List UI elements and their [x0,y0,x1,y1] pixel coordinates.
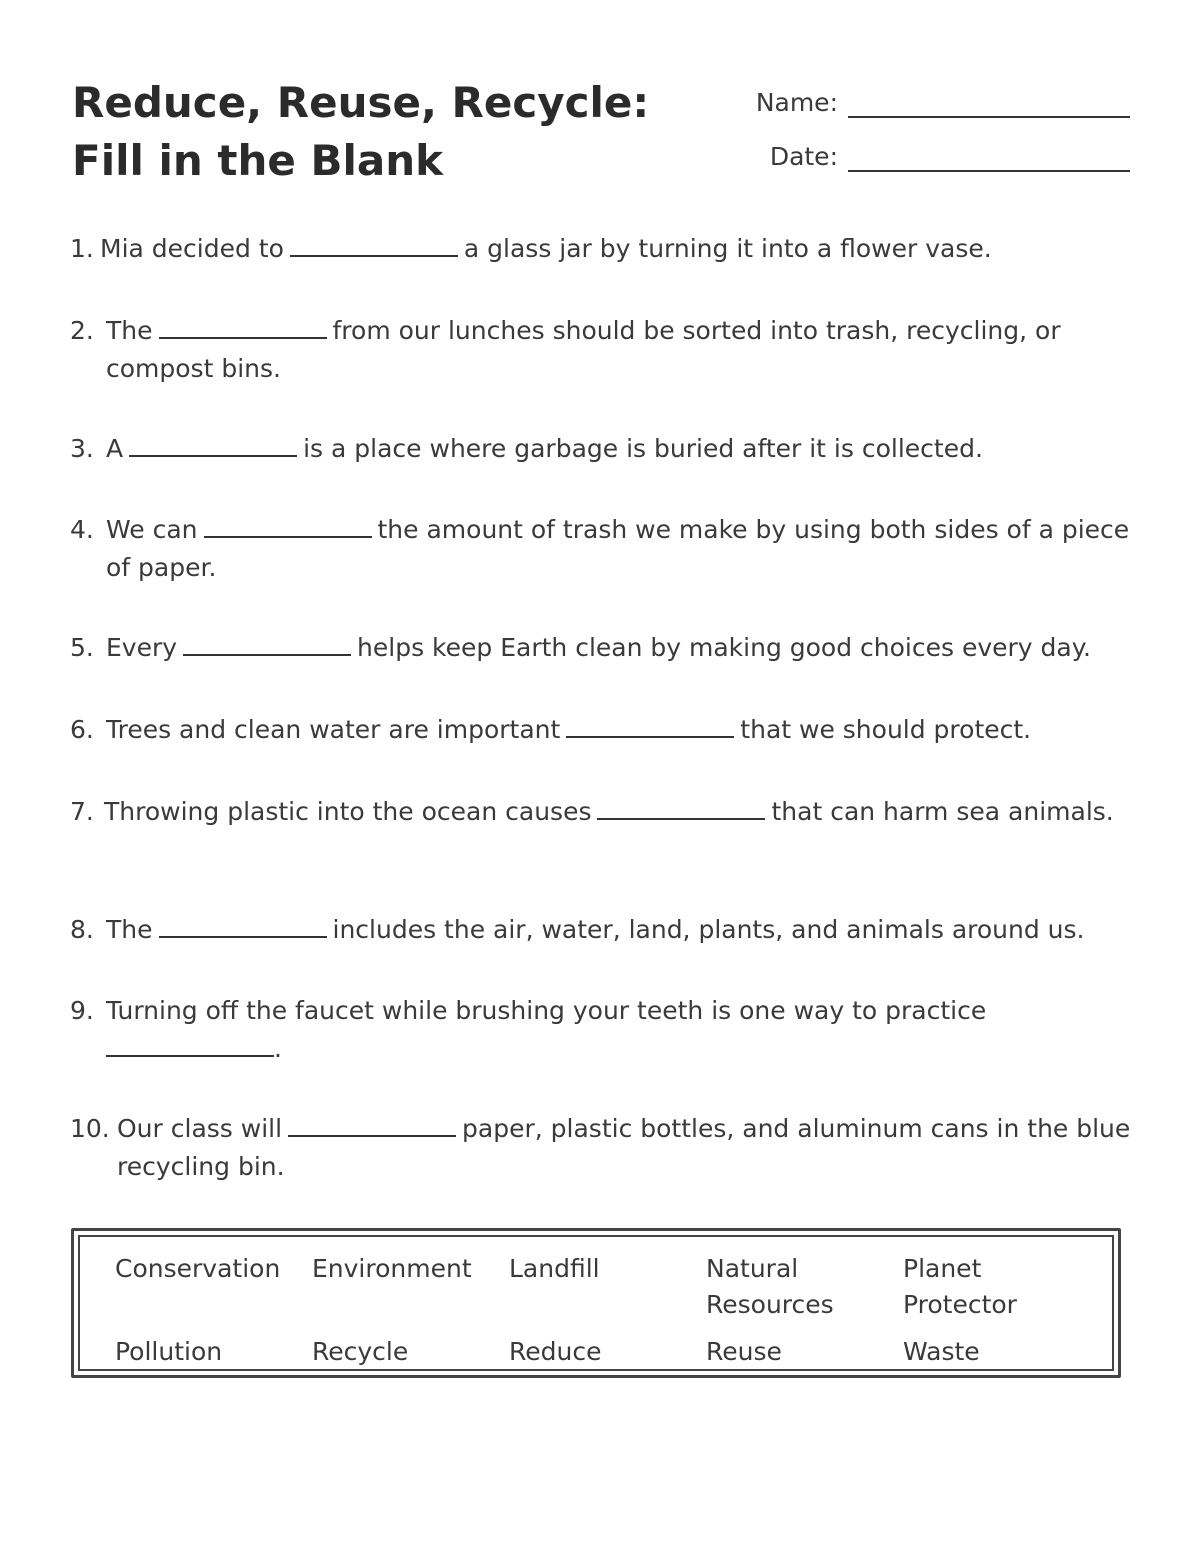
question-4 [70,511,1140,587]
question-8 [70,911,1140,949]
name-field[interactable] [848,88,1130,118]
question-number: 7. [70,797,94,826]
question-text-after: includes the air, water, land, plants, and animals around us. [332,915,1085,944]
question-number: 3. [70,434,94,463]
question-number: 10. [70,1114,110,1143]
name-row [750,78,1130,118]
question-2 [70,312,1140,388]
question-text-after: . [274,1034,282,1063]
question-text-after: that we should protect. [740,715,1032,744]
question-text-after: paper, plastic bottles, and aluminum cans in the blue recycling bin. [117,1114,1131,1181]
question-text-before: Our class will [117,1114,283,1143]
question-text-after: is a place where garbage is buried after it is collected. [303,434,983,463]
word-bank-item: Environment [312,1254,472,1283]
question-number: 4. [70,515,94,544]
title-line-1: Reduce, Reuse, Recycle: [72,78,650,127]
question-10 [70,1110,1140,1186]
word-bank-item: Conservation [115,1254,281,1283]
question-7 [70,793,1140,831]
answer-blank[interactable] [129,433,297,457]
question-1 [70,230,1140,268]
answer-blank[interactable] [566,714,734,738]
question-text-before: We can [106,515,198,544]
word-bank-item: Waste [903,1337,980,1366]
title-line-2: Fill in the Blank [72,136,444,185]
answer-blank[interactable] [183,632,351,656]
question-number: 8. [70,915,94,944]
word-bank-item: Planet Protector [903,1254,1017,1319]
question-text-before: The [106,915,153,944]
question-5 [70,629,1140,667]
question-text-after: from our lunches should be sorted into trash, recycling, or compost bins. [106,316,1061,383]
question-text-after: the amount of trash we make by using both sides of a piece of paper. [106,515,1130,582]
word-bank-item: Recycle [312,1337,409,1366]
word-bank [71,1228,1121,1378]
question-text-before: Trees and clean water are important [106,715,561,744]
answer-blank[interactable] [106,1033,274,1057]
name-label: Name: [755,88,838,117]
answer-blank[interactable] [288,1113,456,1137]
question-number: 6. [70,715,94,744]
question-number: 9. [70,996,94,1025]
date-row [750,132,1130,172]
date-label: Date: [769,142,838,171]
question-text-after: a glass jar by turning it into a flower vase. [463,234,992,263]
question-text-before: Every [106,633,178,662]
question-3 [70,430,1140,468]
answer-blank[interactable] [597,796,765,820]
question-text-before: Throwing plastic into the ocean causes [104,797,592,826]
question-6 [70,711,1140,749]
word-bank-item: Landfill [509,1254,600,1283]
word-bank-item: Reduce [509,1337,602,1366]
question-text-after: that can harm sea animals. [771,797,1114,826]
word-bank-item: Natural Resources [706,1254,834,1319]
worksheet-title [72,74,712,190]
question-9 [70,992,1140,1068]
question-text-before: Mia decided to [100,234,284,263]
word-bank-inner [78,1235,1114,1371]
answer-blank[interactable] [290,233,458,257]
word-bank-item: Reuse [706,1337,782,1366]
question-number: 5. [70,633,94,662]
question-text-after: helps keep Earth clean by making good choices every day. [357,633,1091,662]
question-text-before: The [106,316,153,345]
question-text-before: Turning off the faucet while brushing your teeth is one way to practice [106,996,987,1025]
answer-blank[interactable] [159,315,327,339]
question-number: 2. [70,316,94,345]
question-number: 1. [70,234,94,263]
answer-blank[interactable] [204,514,372,538]
question-text-before: A [106,434,124,463]
answer-blank[interactable] [159,914,327,938]
date-field[interactable] [848,142,1130,172]
word-bank-item: Pollution [115,1337,223,1366]
